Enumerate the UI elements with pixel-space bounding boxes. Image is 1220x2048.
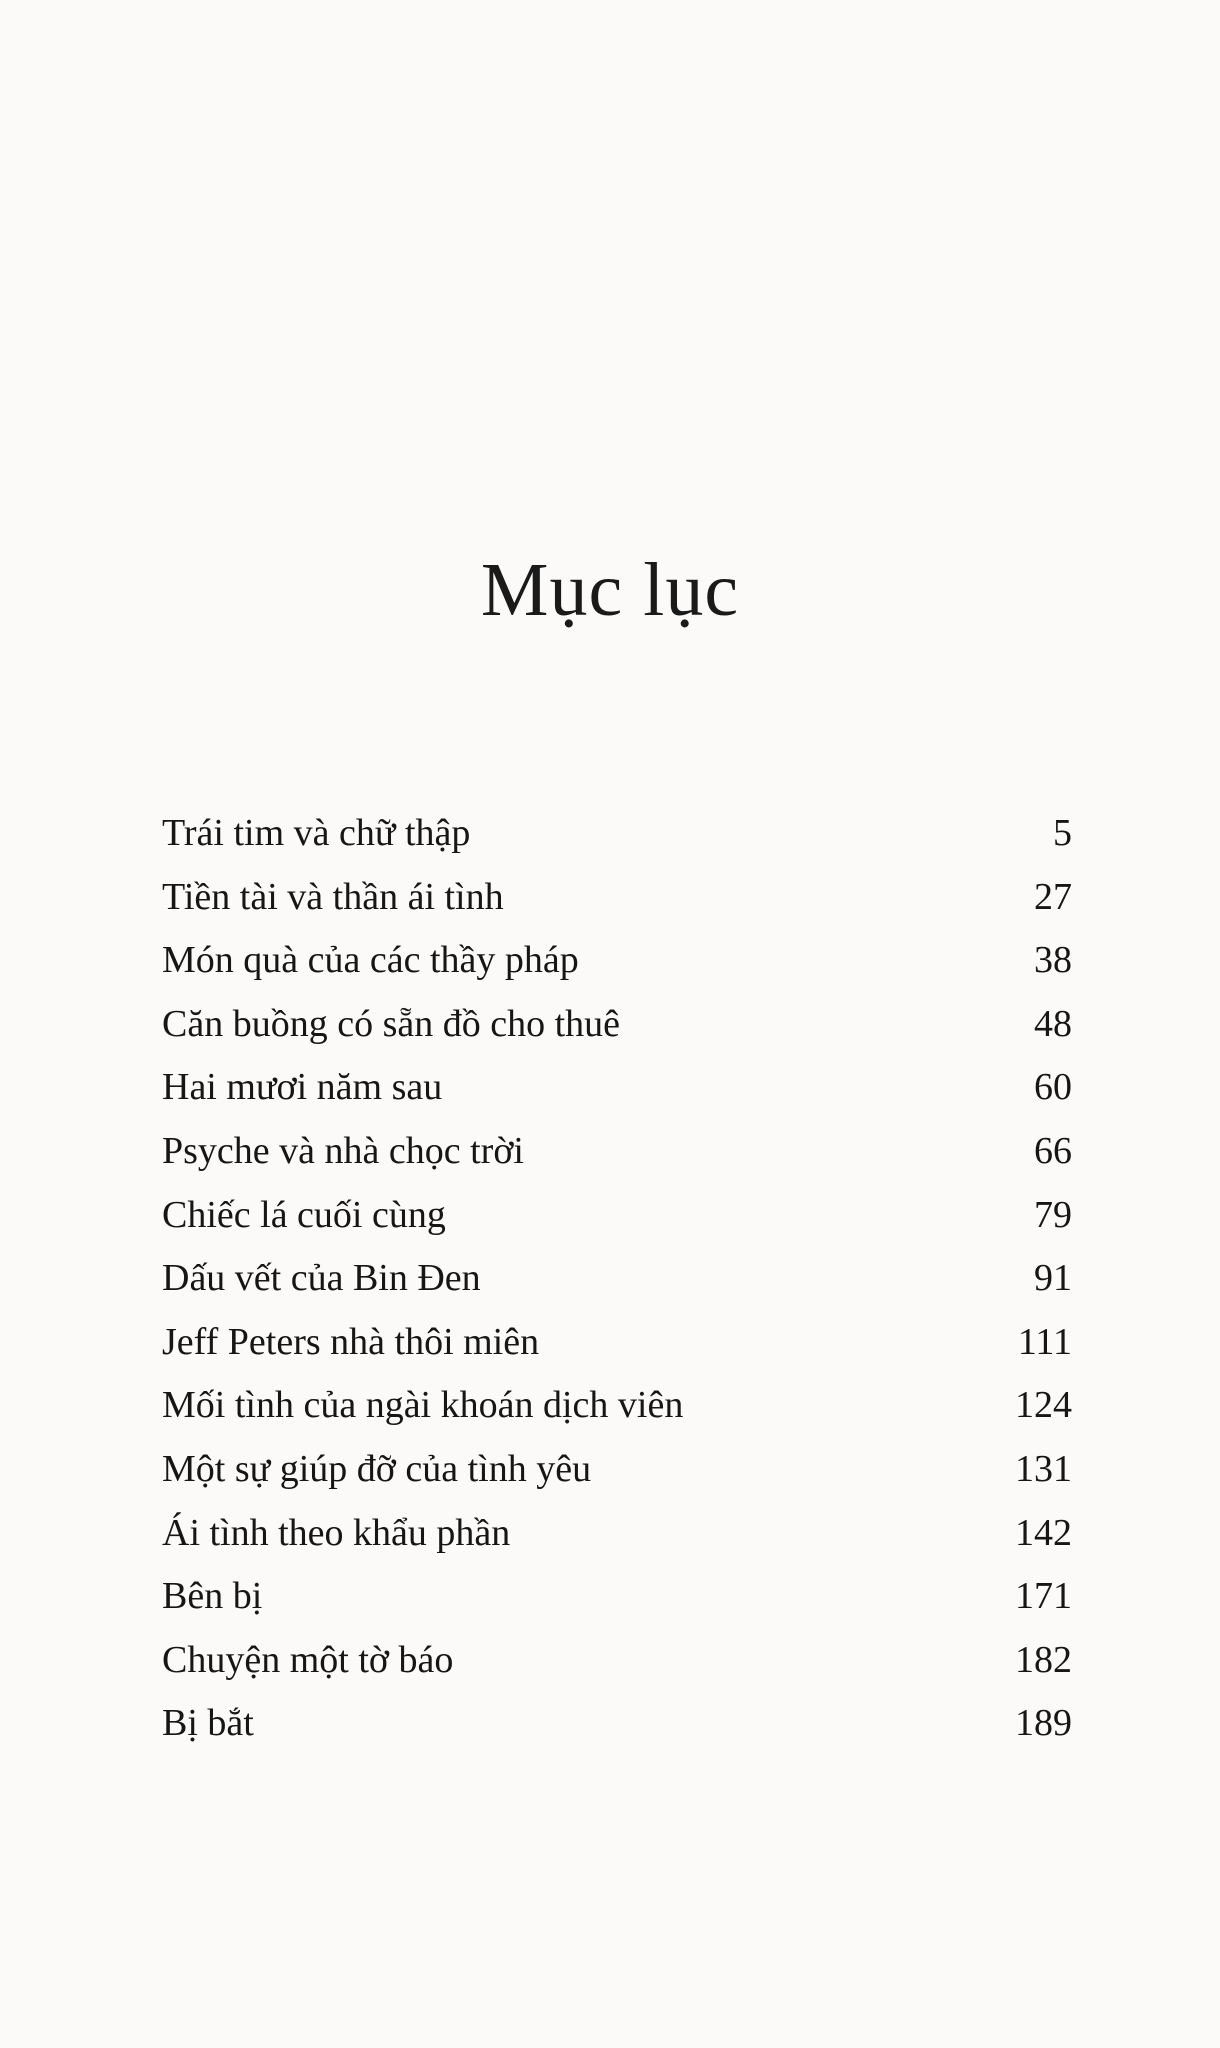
toc-entry <box>162 1184 1072 1248</box>
toc-entry <box>162 1374 1072 1438</box>
toc-entry-page: 124 <box>1015 1384 1072 1427</box>
toc-entry-page: 79 <box>1034 1193 1072 1236</box>
toc-entry <box>162 802 1072 866</box>
toc-entry <box>162 1056 1072 1120</box>
toc-entry-title: Dấu vết của Bin Đen <box>162 1257 481 1300</box>
toc-entry-title: Ái tình theo khẩu phần <box>162 1511 511 1554</box>
toc-entry-page: 38 <box>1034 939 1072 982</box>
toc-entry-page: 66 <box>1034 1129 1072 1172</box>
toc-entry <box>162 1311 1072 1375</box>
toc-entry-title: Hai mươi năm sau <box>162 1066 443 1109</box>
toc-entry-page: 5 <box>1053 812 1072 854</box>
toc-entry <box>162 866 1072 930</box>
toc-entry-title: Bên bị <box>162 1575 263 1618</box>
toc-entry <box>162 1565 1072 1629</box>
toc-entry <box>162 1247 1072 1311</box>
toc-entry-page: 171 <box>1015 1575 1072 1618</box>
toc-entry-title: Bị bắt <box>162 1702 254 1745</box>
toc-entry-page: 131 <box>1015 1447 1072 1490</box>
toc-entry-page: 111 <box>1017 1320 1072 1363</box>
toc-entry-title: Món quà của các thầy pháp <box>162 939 579 982</box>
toc-entry <box>162 1438 1072 1502</box>
toc-entry-title: Mối tình của ngài khoán dịch viên <box>162 1384 684 1427</box>
toc-entry-page: 142 <box>1015 1511 1072 1554</box>
toc-entry-title: Psyche và nhà chọc trời <box>162 1129 524 1172</box>
toc-entry <box>162 1629 1072 1693</box>
toc-entry-page: 27 <box>1034 875 1072 918</box>
toc-entry <box>162 929 1072 993</box>
toc-entry-title: Chiếc lá cuối cùng <box>162 1193 446 1236</box>
toc-entry-title: Căn buồng có sẵn đồ cho thuê <box>162 1002 621 1045</box>
toc-entry-page: 91 <box>1034 1257 1072 1300</box>
toc-entry-title: Tiền tài và thần ái tình <box>162 875 504 918</box>
toc-entry-title: Chuyện một tờ báo <box>162 1638 454 1681</box>
toc-entry-title: Trái tim và chữ thập <box>162 812 471 854</box>
toc-entry <box>162 1502 1072 1566</box>
toc-entry-title: Jeff Peters nhà thôi miên <box>162 1320 540 1363</box>
page-title: Mục lục <box>480 547 740 632</box>
toc-entry <box>162 993 1072 1057</box>
toc-entry-page: 48 <box>1034 1002 1072 1045</box>
toc-entry-page: 182 <box>1015 1638 1072 1681</box>
toc-entry-page: 189 <box>1015 1702 1072 1745</box>
toc-entry-title: Một sự giúp đỡ của tình yêu <box>162 1447 592 1490</box>
toc-entry <box>162 1120 1072 1184</box>
toc-entry-page: 60 <box>1034 1066 1072 1109</box>
table-of-contents <box>162 802 1072 1756</box>
toc-entry <box>162 1692 1072 1756</box>
